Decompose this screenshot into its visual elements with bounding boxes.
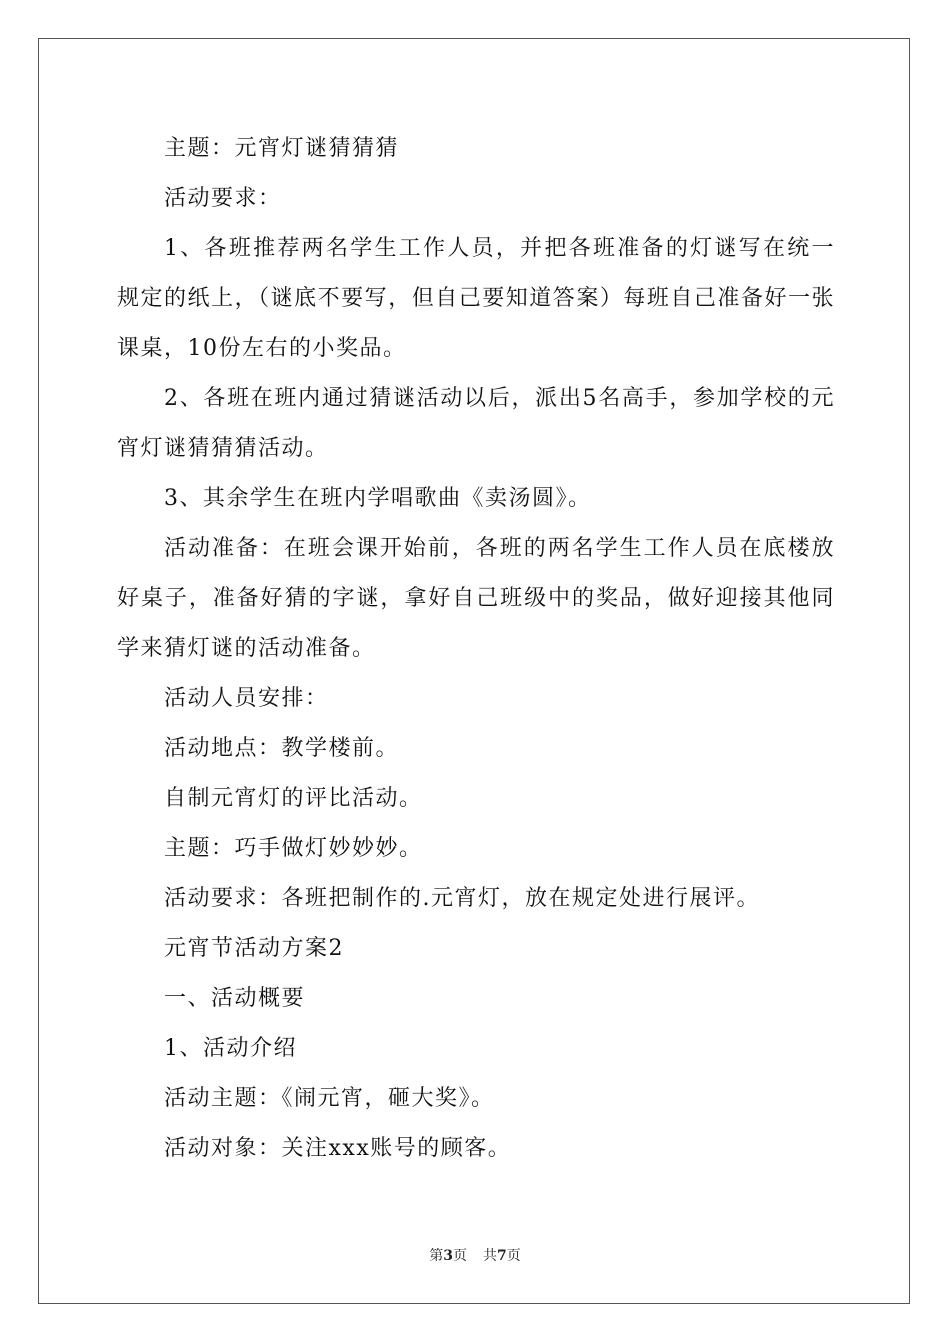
section-title-plan-2: 元宵节活动方案2: [164, 936, 344, 961]
footer-total-suffix: 页: [506, 1248, 521, 1264]
subsection-heading-intro: 1、活动介绍: [164, 1036, 297, 1061]
paragraph-lantern-contest: 自制元宵灯的评比活动。: [164, 786, 423, 811]
paragraph-location: 活动地点：教学楼前。: [164, 736, 400, 761]
paragraph-theme-lantern: 主题：巧手做灯妙妙妙。: [164, 836, 423, 861]
document-body: [117, 124, 835, 1174]
paragraph-theme-riddles: 主题：元宵灯谜猜猜猜: [164, 136, 400, 161]
page-footer: [0, 1246, 950, 1266]
paragraph-requirement-3: 3、其余学生在班内学唱歌曲《卖汤圆》。: [164, 486, 592, 511]
paragraph-lantern-requirements: 活动要求：各班把制作的.元宵灯，放在规定处进行展评。: [164, 886, 760, 911]
footer-total-prefix: 共: [483, 1248, 497, 1264]
paragraph-preparation: 活动准备：在班会课开始前，各班的两名学生工作人员在底楼放好桌子，准备好猜的字谜，拿好自己班级中的奖品，做好迎接其他同学来猜灯谜的活动准备。: [117, 536, 835, 661]
total-page-number: 7: [497, 1248, 507, 1264]
paragraph-activity-target: 活动对象：关注xxx账号的顾客。: [164, 1136, 512, 1161]
paragraph-requirement-1: 1、各班推荐两名学生工作人员，并把各班准备的灯谜写在统一规定的纸上，（谜底不要写，但自己要知道答案）每班自己准备好一张课桌，10份左右的小奖品。: [117, 236, 835, 361]
paragraph-requirement-2: 2、各班在班内通过猜谜活动以后，派出5名高手，参加学校的元宵灯谜猜猜猜活动。: [117, 386, 835, 461]
footer-prefix: 第: [429, 1248, 444, 1264]
paragraph-requirements-heading: 活动要求：: [164, 186, 282, 211]
paragraph-activity-theme: 活动主题：《闹元宵，砸大奖》。: [164, 1086, 495, 1111]
section-heading-overview: 一、活动概要: [164, 986, 306, 1011]
current-page-number: 3: [443, 1248, 453, 1264]
paragraph-staff-arrangement: 活动人员安排：: [164, 686, 329, 711]
footer-page-word: 页: [453, 1248, 467, 1264]
